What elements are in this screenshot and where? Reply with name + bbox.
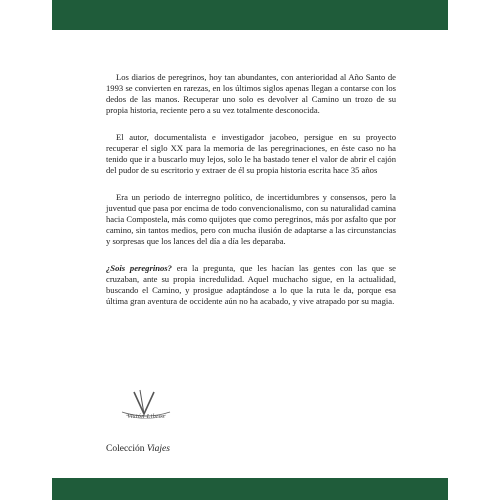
paragraph-2: El autor, documentalista e investigador jacobeo, persigue en su proyecto recuperar el siglo XX para la memoria de las peregrinaciones, en éste caso no ha tenido que ir a buscarlo muy lejos, solo le ha bastado tener el valor de abrir el cajón del pudor de su escritorio y extraer de él su propia historia escrita hace 35 años (106, 132, 396, 175)
paragraph-4-rest: era la pregunta, que les hacían las gentes con las que se cruzaban, ante su propia incredulidad. Aquel muchacho sigue, en la actualidad, buscando el Camino, y prosigue adaptándose a lo que la ruta le da, porque esa última gran aventura de occidente aún no ha acabado, y vive atrapado por su magia. (106, 263, 396, 306)
paragraph-4 (106, 263, 396, 307)
collection-line (106, 444, 170, 454)
bottom-green-band (52, 478, 448, 500)
paragraph-3: Era un periodo de interregno político, de incertidumbres y consensos, pero la juventud que pasa por encima de todo convencionalismo, con su naturalidad camina hacia Compostela, más como quijotes que como peregrinos, más por asfalto que por camino, sin tantos medios, pero con mucha ilusión de adaptarse a las circunstancias y sorpresas que los lances del día a día les deparaba. (106, 192, 396, 246)
paragraph-1: Los diarios de peregrinos, hoy tan abundantes, con anterioridad al Año Santo de 1993 se convierten en rarezas, en los últimos siglos apenas llegan a contarse con los dedos de las manos. Recuperar uno solo es devolver al Camino un trozo de su propia historia, reciente pero a su vez totalmente desconocida. (106, 72, 396, 115)
publisher-name: Visión Libros (127, 413, 165, 420)
back-cover-text (106, 72, 396, 323)
top-green-band (52, 0, 448, 30)
question-lead: ¿Sois peregrinos? (106, 263, 172, 273)
collection-series: Viajes (146, 444, 170, 454)
collection-prefix: Colección (106, 444, 145, 454)
